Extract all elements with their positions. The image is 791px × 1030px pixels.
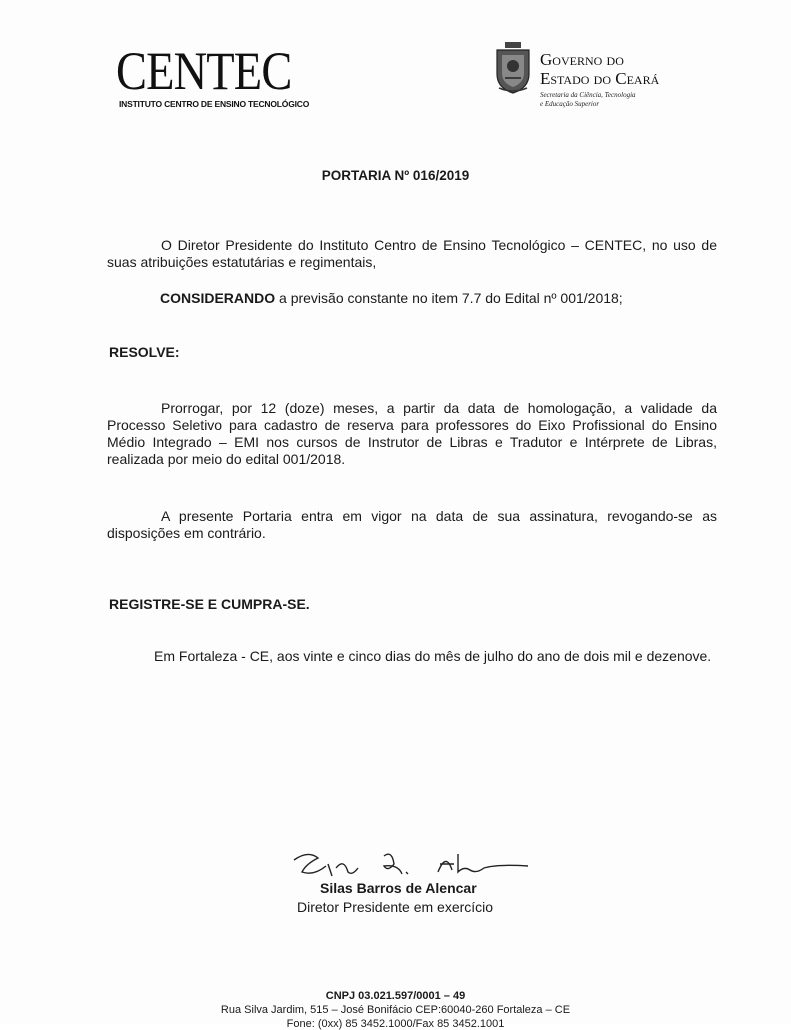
centec-subtitle: INSTITUTO CENTRO DE ENSINO TECNOLÓGICO (119, 99, 310, 109)
signer-name: Silas Barros de Alencar (320, 880, 477, 896)
footer-phone: Fone: (0xx) 85 3452.1000/Fax 85 3452.1001 (286, 1018, 505, 1030)
registre-heading: REGISTRE-SE E CUMPRA-SE. (109, 596, 310, 612)
closing-paragraph: Em Fortaleza - CE, aos vinte e cinco dias do mês de julho do ano de dois mil e dezenove. (154, 648, 712, 664)
government-title-line2: Estado do Ceará (540, 69, 660, 88)
centec-logo: CENTEC (116, 41, 292, 101)
resolution-paragraph: Prorrogar, por 12 (doze) meses, a partir da data de homologação, a validade da Processo Seletivo para cadastro de reserva para professores do Eixo Profissional do Ensino Médio Integrado – EMI nos cursos de Instrutor de Libras e Tradutor e Intérprete de Libras, realizada por meio do edital 001/2018. (107, 400, 717, 467)
footer-address: Rua Silva Jardim, 515 – José Bonifácio CEP:60040-260 Fortaleza – CE (220, 1004, 571, 1016)
signer-role: Diretor Presidente em exercício (297, 899, 494, 915)
government-subtitle-line2: e Educação Superior (540, 100, 600, 108)
intro-paragraph: O Diretor Presidente do Instituto Centro de Ensino Tecnológico – CENTEC, no uso de suas atribuições estatutárias e regimentais, (107, 237, 717, 270)
government-title-line1: Governo do (540, 50, 624, 69)
document-title: PORTARIA Nº 016/2019 (321, 168, 470, 183)
ceara-coat-of-arms-icon (493, 42, 533, 94)
considerando-label: CONSIDERANDO (160, 290, 276, 306)
considerando-text: a previsão constante no item 7.7 do Edital nº 001/2018; (275, 290, 623, 306)
considerando-paragraph (160, 290, 720, 306)
validity-paragraph: A presente Portaria entra em vigor na data de sua assinatura, revogando-se as disposições em contrário. (107, 508, 717, 541)
resolve-heading: RESOLVE: (109, 344, 180, 360)
government-subtitle-line1: Secretaria da Ciência, Tecnologia (540, 91, 636, 99)
footer-cnpj: CNPJ 03.021.597/0001 – 49 (325, 990, 466, 1002)
